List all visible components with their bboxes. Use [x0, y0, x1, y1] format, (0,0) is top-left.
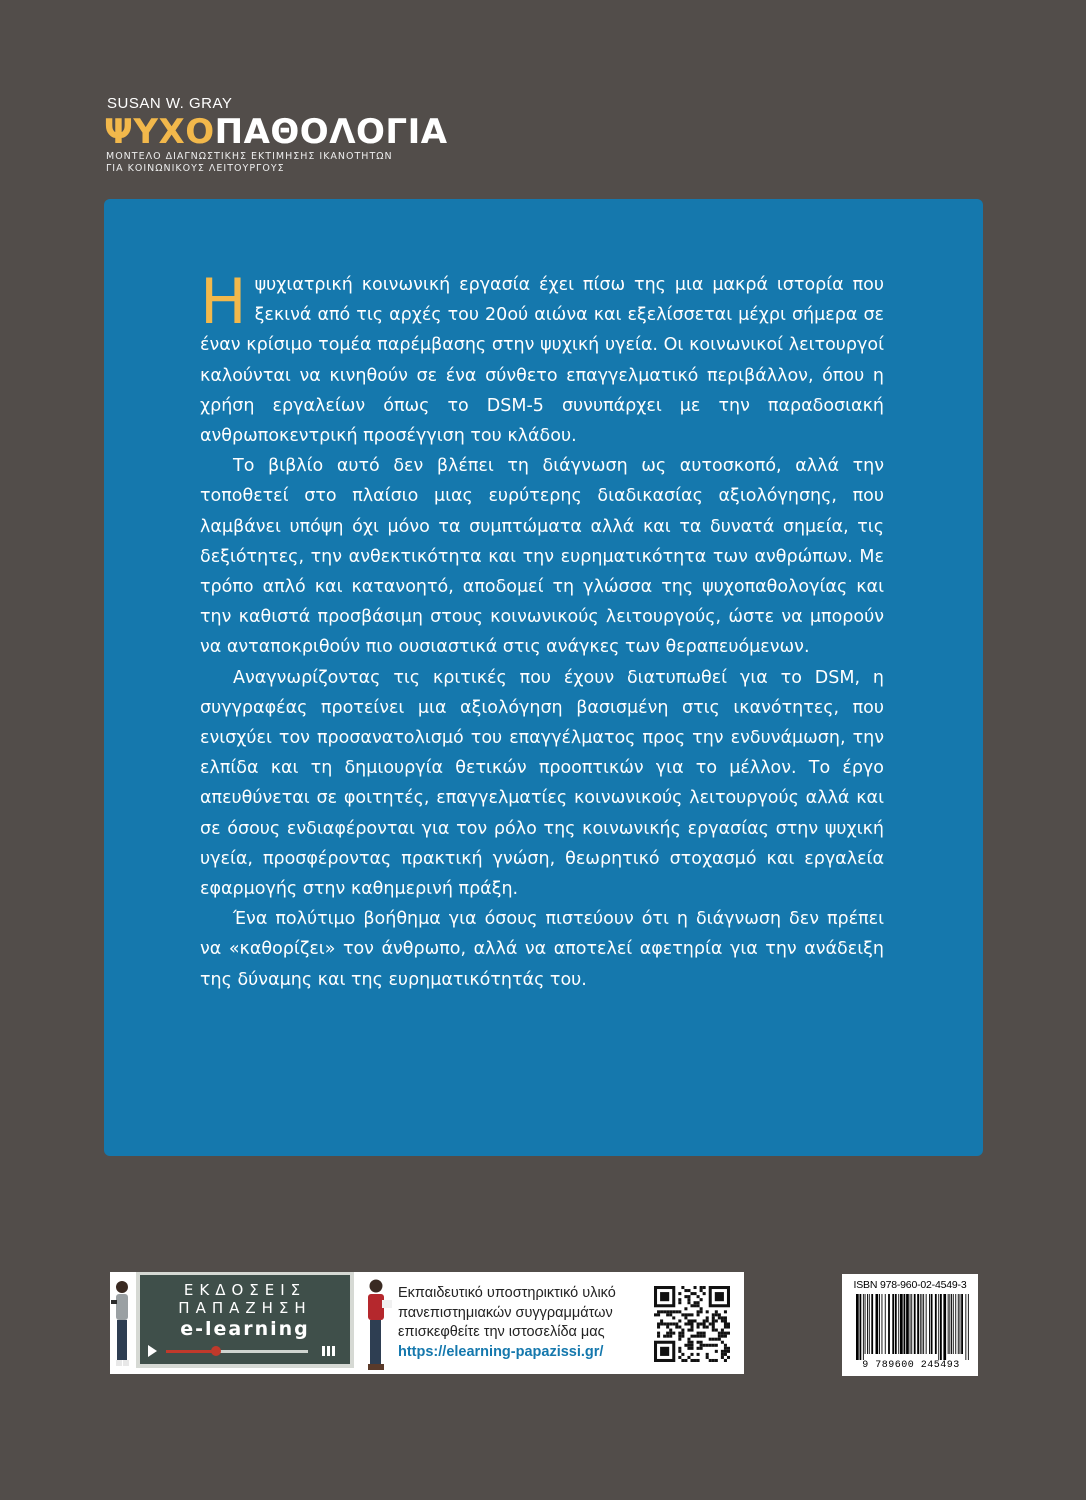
cover-header: [104, 95, 448, 175]
promo-line-3: επισκεφθείτε την ιστοσελίδα μας: [398, 1324, 605, 1340]
isbn-label: ISBN 978-960-02-4549-3: [853, 1279, 967, 1291]
promo-line-1: Εκπαιδευτικό υποστηρικτικό υλικό: [398, 1285, 616, 1301]
dropcap: Η: [200, 265, 247, 338]
progress-fill: [166, 1350, 216, 1353]
elearning-url-link[interactable]: https://elearning-papazissi.gr/: [398, 1343, 604, 1360]
elearning-banner: [110, 1272, 744, 1374]
author-name: SUSAN W. GRAY: [107, 95, 233, 112]
paragraph-4: Ένα πολύτιμο βοήθημα για όσους πιστεύουν ότι η διάγνωση δεν πρέπει να «καθορίζει» τον άνθρωπο, αλλά να αποτελεί αφετηρία για την ανάδειξη της δύναμης και της ευρηματικότητάς του.: [200, 909, 884, 990]
elearning-screen: [136, 1272, 354, 1368]
description-text: [200, 265, 884, 995]
play-icon: [148, 1345, 157, 1357]
elearning-label: e-learning: [180, 1318, 310, 1340]
paragraph-1: [200, 265, 884, 451]
title-part-1: ΨΥΧΟ: [104, 112, 215, 152]
barcode-number: 9 789600 245493: [862, 1360, 960, 1371]
paragraph-2: Το βιβλίο αυτό δεν βλέπει τη διάγνωση ως αυτοσκοπό, αλλά την τοποθετεί στο πλαίσιο μιας ευρύτερης διαδικασίας αξιολόγησης, που λαμβάνει υπόψη όχι μόνο τα συμπτώματα αλλά και τα δυνατά σημεία, τις δεξιότητες, την ανθεκτικότητα και την ευρηματικότητα των ανθρώπων. Με τρόπο απλό και κατανοητό, αποδομεί τη γλώσσα της ψυχοπαθολογίας και την καθιστά προσβάσιμη στους κοινωνικούς λειτουργούς, ώστε να μπορούν να ανταποκριθούν πιο ουσιαστικά στις ανάγκες των θεραπευόμενων.: [200, 456, 884, 658]
progress-knob: [211, 1346, 221, 1356]
media-player: [148, 1344, 342, 1358]
elearning-promo-text: [398, 1284, 653, 1362]
book-title: [104, 114, 448, 150]
subtitle-line-2: ΓΙΑ ΚΟΙΝΩΝΙΚΟΥΣ ΛΕΙΤΟΥΡΓΟΥΣ: [106, 163, 285, 174]
barcode-icon: [854, 1294, 970, 1360]
publisher-line-2: ΠΑΠΑΖΗΣΗ: [178, 1299, 312, 1317]
paragraph-1-text: ψυχιατρική κοινωνική εργασία έχει πίσω της μια μακρά ιστορία που ξεκινά από τις αρχές του 20ού αιώνα και εξελίσσεται μέχρι σήμερα σε έναν κρίσιμο τομέα παρέμβασης στην ψυχική υγεία. Οι κοινωνικοί λειτουργοί καλούνται να κινηθούν σε ένα σύνθετο επαγγελματικό περιβάλλον, όπου η χρήση εργαλείων όπως το DSM-5 συνυπάρχει με την παραδοσιακή ανθρωποκεντρική προσέγγιση του κλάδου.: [200, 275, 884, 447]
promo-line-2: πανεπιστημιακών συγγραμμάτων: [398, 1304, 613, 1321]
qr-code-icon[interactable]: [654, 1286, 730, 1362]
woman-figure-icon: [110, 1278, 134, 1374]
isbn-block: [842, 1274, 978, 1376]
book-subtitle: [106, 151, 448, 175]
publisher-line-1: ΕΚΔΟΣΕΙΣ: [183, 1281, 307, 1299]
man-figure-icon: [360, 1276, 396, 1374]
subtitle-line-1: ΜΟΝΤΕΛΟ ΔΙΑΓΝΩΣΤΙΚΗΣ ΕΚΤΙΜΗΣΗΣ ΙΚΑΝΟΤΗΤΩΝ: [106, 151, 393, 162]
paragraph-3: Αναγνωρίζοντας τις κριτικές που έχουν διατυπωθεί για το DSM, η συγγραφέας προτείνει μια αξιολόγηση βασισμένη στις ικανότητες, που ενισχύει τον προσανατολισμό του επαγγέλματος προς την ενδυνάμωση, την ελπίδα και τη δημιουργία θετικών προοπτικών για το μέλλον. Το έργο απευθύνεται σε φοιτητές, επαγγελματίες κοινωνικούς λειτουργούς αλλά και σε όσους ενδιαφέρονται για τον ρόλο της κοινωνικής εργασίας στην ψυχική υγεία, προσφέροντας πρακτική γνώση, θεωρητικό στοχασμό και εργαλεία εφαρμογής στην καθημερινή πράξη.: [200, 667, 884, 900]
title-part-2: ΠΑΘΟΛΟΓΙΑ: [214, 112, 448, 152]
volume-icon: [322, 1346, 342, 1356]
